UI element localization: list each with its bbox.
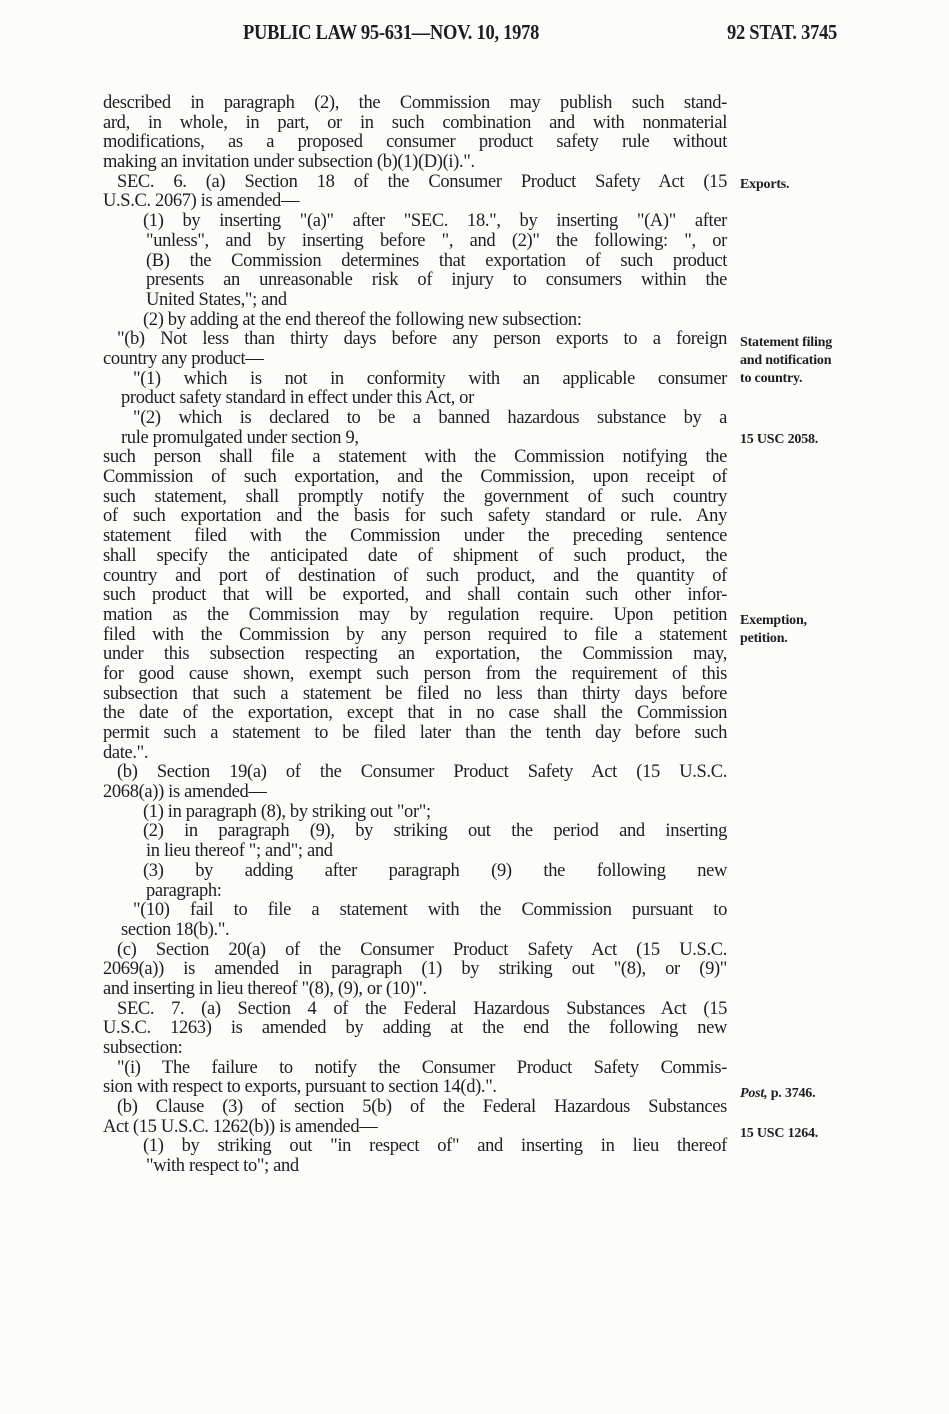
text-line: (c) Section 20(a) of the Consumer Product Safety Act (15 U.S.C. (117, 939, 727, 960)
text-line: in lieu thereof "; and"; and (146, 841, 333, 862)
text-line: described in paragraph (2), the Commission may publish such stand- (103, 93, 727, 113)
page-header-title: PUBLIC LAW 95-631—NOV. 10, 1978 (243, 20, 540, 44)
text-line: country any product— (103, 348, 264, 369)
margin-note-post-italic: Post, (740, 1086, 768, 1101)
text-line: Commission of such exportation, and the Commission, upon receipt of (103, 467, 727, 488)
margin-note-exemption (740, 612, 807, 648)
text-line: modifications, as a proposed consumer product safety rule without (103, 132, 727, 153)
text-line: (B) the Commission determines that exportation of such product (146, 250, 727, 271)
text-line: "(1) which is not in conformity with an applicable consumer (133, 368, 727, 389)
text-line: for good cause shown, exempt such person from the requirement of this (103, 663, 727, 684)
text-line: "(10) fail to file a statement with the Commission pursuant to (133, 900, 727, 921)
text-line: the date of the exportation, except that in no case shall the Commission (103, 703, 727, 724)
text-line: (2) in paragraph (9), by striking out the period and inserting (143, 821, 727, 842)
margin-note-line: to country. (740, 371, 803, 386)
margin-note-line: petition. (740, 631, 788, 646)
text-line: of such exportation and the basis for such safety standard or rule. Any (103, 506, 727, 527)
text-line: subsection: (103, 1038, 183, 1058)
text-line: (1) by inserting "(a)" after "SEC. 18.", by inserting "(A)" after (143, 211, 727, 232)
text-line: (1) by striking out "in respect of" and inserting in lieu thereof (143, 1136, 727, 1157)
text-line: rule promulgated under section 9, (121, 427, 359, 448)
text-line: (b) Clause (3) of section 5(b) of the Federal Hazardous Substances (117, 1097, 727, 1118)
text-line: Act (15 U.S.C. 1262(b)) is amended— (103, 1116, 378, 1137)
text-line: country and port of destination of such product, and the quantity of (103, 565, 727, 586)
text-line: product safety standard in effect under this Act, or (121, 388, 474, 409)
text-line: ard, in whole, in part, or in such combination and with nonmaterial (103, 112, 727, 133)
text-line: SEC. 7. (a) Section 4 of the Federal Hazardous Substances Act (15 (117, 998, 727, 1019)
text-line: sion with respect to exports, pursuant to section 14(d).". (103, 1077, 497, 1098)
margin-note-exports: Exports. (740, 177, 790, 192)
text-line: under this subsection respecting an exportation, the Commission may, (103, 644, 727, 665)
text-line: (b) Section 19(a) of the Consumer Product Safety Act (15 U.S.C. (117, 762, 727, 783)
text-line: 2069(a)) is amended in paragraph (1) by striking out "(8), or (9)" (103, 959, 727, 980)
text-line: U.S.C. 2067) is amended— (103, 191, 300, 212)
margin-note-line: Exemption, (740, 613, 807, 628)
text-line: "(b) Not less than thirty days before any person exports to a foreign (117, 329, 727, 350)
margin-note-line: Statement filing (740, 335, 833, 350)
margin-note-line: and notification (740, 353, 832, 368)
text-line: section 18(b).". (121, 919, 230, 940)
text-line: SEC. 6. (a) Section 18 of the Consumer Product Safety Act (15 (117, 171, 727, 192)
text-line: mation as the Commission may by regulation require. Upon petition (103, 604, 727, 625)
page-header-stat-number: 92 STAT. 3745 (727, 20, 838, 44)
text-line: "unless", and by inserting before ", and (2)" the following: ", or (146, 230, 727, 251)
margin-note-usc-1264: 15 USC 1264. (740, 1126, 819, 1141)
text-line: United States,"; and (146, 289, 287, 310)
text-line: "(2) which is declared to be a banned hazardous substance by a (133, 408, 727, 428)
text-line: such person shall file a statement with the Commission notifying the (103, 447, 727, 468)
text-line: filed with the Commission by any person required to file a statement (103, 624, 727, 645)
text-line: U.S.C. 1263) is amended by adding at the end the following new (103, 1018, 727, 1039)
text-line: (3) by adding after paragraph (9) the following new (143, 860, 727, 881)
text-line: presents an unreasonable risk of injury to consumers within the (146, 270, 727, 291)
margin-note-post-page: p. 3746. (770, 1086, 816, 1101)
text-line: statement filed with the Commission under the preceding sentence (103, 526, 727, 547)
text-line: subsection that such a statement be filed no less than thirty days before (103, 683, 727, 704)
margin-note-usc-2058: 15 USC 2058. (740, 432, 819, 447)
margin-note-statement-filing (740, 334, 832, 388)
text-line: "(i) The failure to notify the Consumer Product Safety Commis- (117, 1057, 727, 1078)
margin-note-post (740, 1085, 815, 1103)
text-line: permit such a statement to be filed later than the tenth day before such (103, 723, 727, 743)
body-text (103, 94, 727, 1177)
text-line: (2) by adding at the end thereof the following new subsection: (143, 309, 582, 330)
text-line: paragraph: (146, 880, 222, 901)
text-line: "with respect to"; and (146, 1156, 299, 1177)
text-line: such product that will be exported, and shall contain such other infor- (103, 585, 727, 606)
text-line: making an invitation under subsection (b)(1)(D)(i).". (103, 152, 475, 173)
text-line: shall specify the anticipated date of shipment of such product, the (103, 545, 727, 566)
text-line: (1) in paragraph (8), by striking out "or"; (143, 801, 431, 822)
text-line: date.". (103, 742, 149, 763)
text-line: 2068(a)) is amended— (103, 782, 267, 803)
text-line: such statement, shall promptly notify the government of such country (103, 486, 727, 507)
text-line: and inserting in lieu thereof "(8), (9), or (10)". (103, 978, 427, 999)
